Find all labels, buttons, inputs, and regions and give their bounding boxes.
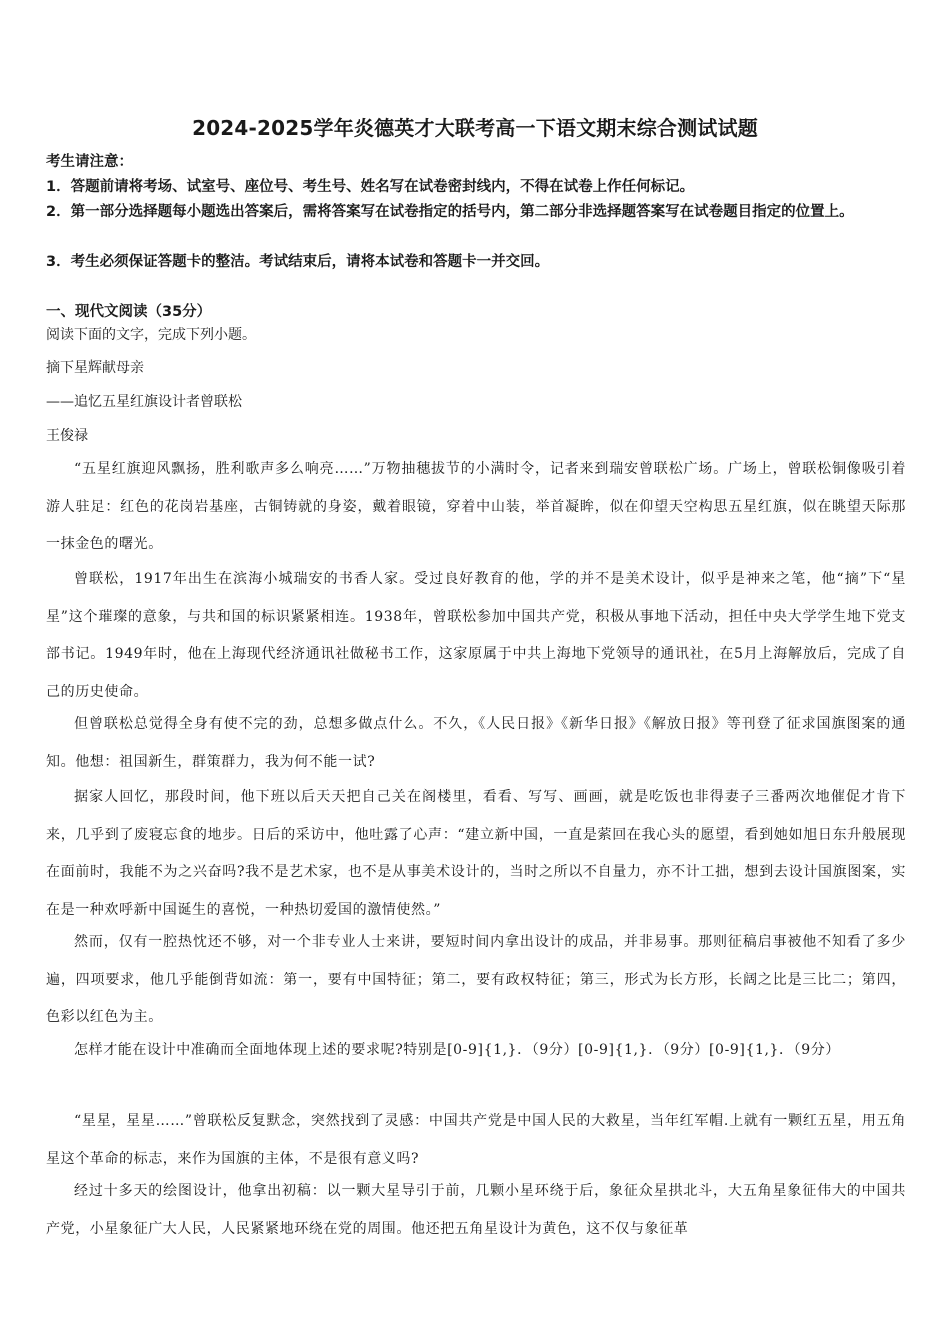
article-title: 摘下星辉献母亲 (46, 360, 144, 376)
article-author: 王俊禄 (46, 428, 88, 444)
exam-title: 2024-2025学年炎德英才大联考高一下语文期末综合测试试题 (192, 116, 758, 140)
article-subtitle: ——追忆五星红旗设计者曾联松 (46, 394, 242, 410)
article-paragraph: 但曾联松总觉得全身有使不完的劲，总想多做点什么。不久，《人民日报》《新华日报》《解放日报》等刊登了征求国旗图案的通知。他想：祖国新生，群策群力，我为何不能一试? (46, 716, 906, 770)
article-paragraph: 然而，仅有一腔热忱还不够，对一个非专业人士来讲，要短时间内拿出设计的成品，并非易事。那则征稿启事被他不知看了多少遍，四项要求，他几乎能倒背如流：第一，要有中国特征；第二，要有政权特征；第三，形式为长方形，长阔之比是三比二；第四，色彩以红色为主。 (46, 934, 906, 1025)
article-paragraph: “五星红旗迎风飘扬，胜利歌声多么响亮……”万物抽穗拔节的小满时令，记者来到瑞安曾联松广场。广场上，曾联松铜像吸引着游人驻足：红色的花岗岩基座，古铜铸就的身姿，戴着眼镜，穿着中山装，举首凝眸，似在仰望天空构思五星红旗，似在眺望天际那一抹金色的曙光。 (46, 461, 906, 552)
article-paragraph: 据家人回忆，那段时间，他下班以后天天把自己关在阁楼里，看看、写写、画画，就是吃饭也非得妻子三番两次地催促才肯下来，几乎到了废寝忘食的地步。日后的采访中，他吐露了心声：“建立新中国，一直是萦回在我心头的愿望，看到她如旭日东升般展现在面前时，我能不为之兴奋吗?我不是艺术家，也不是从事美术设计的，当时之所以不自量力，亦不计工拙，想到去设计国旗图案，实在是一种欢呼新中国诞生的喜悦，一种热切爱国的激情使然。” (46, 789, 906, 918)
section-heading: 一、现代文阅读（35分） (46, 304, 212, 320)
article-paragraph: 怎样才能在设计中准确而全面地体现上述的要求呢?特别是[0-9]{1,}．（9分）[0-9]{1,}．（9分）[0-9]{1,}．（9分） (74, 1042, 840, 1058)
reading-instruction: 阅读下面的文字，完成下列小题。 (46, 327, 256, 343)
article-paragraph: 经过十多天的绘图设计，他拿出初稿：以一颗大星导引于前，几颗小星环绕于后，象征众星拱北斗，大五角星象征伟大的中国共产党，小星象征广大人民，人民紧紧地环绕在党的周围。他还把五角星设计为黄色，这不仅与象征革 (46, 1183, 906, 1237)
article-paragraph: 曾联松，1917年出生在滨海小城瑞安的书香人家。受过良好教育的他，学的并不是美术设计，似乎是神来之笔，他“摘”下“星星”这个璀璨的意象，与共和国的标识紧紧相连。1938年，曾联松参加中国共产党，积极从事地下活动，担任中央大学学生地下党支部书记。1949年时，他在上海现代经济通讯社做秘书工作，这家原属于中共上海地下党领导的通讯社，在5月上海解放后，完成了自己的历史使命。 (46, 571, 906, 700)
notice-item: 2．第一部分选择题每小题选出答案后，需将答案写在试卷指定的括号内，第二部分非选择题答案写在试卷题目指定的位置上。 (46, 204, 854, 220)
notice-item: 1．答题前请将考场、试室号、座位号、考生号、姓名写在试卷密封线内，不得在试卷上作任何标记。 (46, 179, 695, 195)
notice-item: 3．考生必须保证答题卡的整洁。考试结束后，请将本试卷和答题卡一并交回。 (46, 254, 550, 270)
article-paragraph: “星星，星星……”曾联松反复默念，突然找到了灵感：中国共产党是中国人民的大救星，当年红军帽.上就有一颗红五星，用五角星这个革命的标志，来作为国旗的主体，不是很有意义吗? (46, 1113, 906, 1167)
notice-heading: 考生请注意： (46, 154, 133, 170)
